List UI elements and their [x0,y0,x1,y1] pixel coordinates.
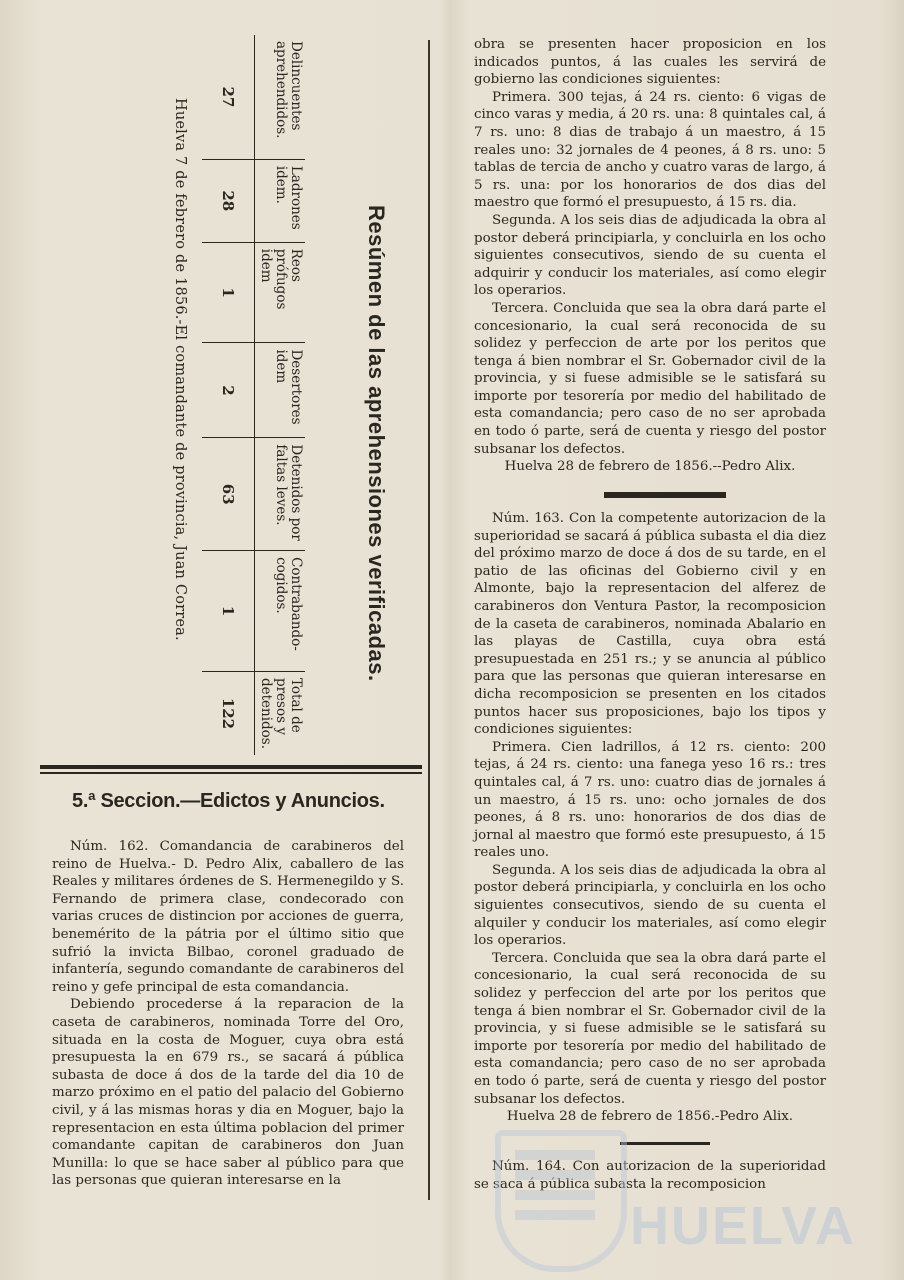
watermark-text: HUELVA [630,1196,856,1256]
right-column-notice-162 [474,36,826,476]
section-rule-thin [40,772,422,774]
summary-title: Resúmen de las aprehensiones verificadas. [364,205,389,682]
val-desertores: 2 [202,343,255,438]
right-column-notice-163 [474,510,826,1126]
col-delincuentes: Delincuentes aprehendidos. [255,35,306,159]
notice-162-segunda: Segunda. A los seis dias de adjudicada la obra al postor deberá principiarla, y concluirla en los ocho siguientes consecutivos, siendo de su cuenta el adquirir y conducir los materiales, así como elegir los operarios. [474,212,826,299]
col-total: Total de presos y detenidos. [255,671,306,755]
col-desertores: Desertores idem [255,343,306,438]
separator-bar-2 [620,1142,710,1145]
val-reos: 1 [202,242,255,343]
column-divider [428,40,430,1200]
notice-162-body: Debiendo procederse á la reparacion de la caseta de carabineros, nominada Torre del Oro, situada en la costa de Moguer, cuya obra está presupuesta la en 679 rs., se sacará á pública subasta de doce á dos de la tarde del dia 10 de marzo próximo en el patio del palacio del Gobierno civil, y á las mismas horas y dia en Moguer, bajo la representacion en esta última poblacion del primer comandante capitan de carabineros don Juan Munilla: lo que se hace saber al público para que las personas que quieran interesarse en la [52,997,404,1189]
notice-163-primera: Primera. Cien ladrillos, á 12 rs. ciento: 200 tejas, á 24 rs. ciento: una fanega yeso 16 rs.: tres quintales cal, á 7 rs. uno: cuatro dias de jornales á un maestro, á 15 rs. uno: ocho jornales de dos peones, á 8 rs. uno: honorarios de dos dias de jornal al maestro que formó este presupuesto, á 15 reales uno. [474,739,826,861]
col-contrabando: Contrabando- cogidos. [255,551,306,672]
section-rule-top [40,765,422,769]
val-detenidos: 63 [202,438,255,551]
val-delincuentes: 27 [202,35,255,159]
summary-footer: Huelva 7 de febrero de 1856.-El comandante de provincia, Juan Correa. [172,98,188,641]
col-reos: Reos prófugos idem [255,242,306,343]
val-ladrones: 28 [202,159,255,242]
notice-162-cont: obra se presenten hacer proposicion en los indicados puntos, á las cuales les servirá de gobierno las condiciones siguientes: [474,37,826,88]
signature-2: Huelva 28 de febrero de 1856.-Pedro Alix. [506,1109,794,1125]
notice-162-primera: Primera. 300 tejas, á 24 rs. ciento: 6 vigas de cinco varas y media, á 20 rs. una: 8 quintales cal, á 7 rs. uno: 8 dias de trabajo á un maestro, á 15 reales uno: 32 jornales de 4 peones, á 8 rs. uno: 5 tablas de tercia de ancho y cuatro varas de largo, á 5 rs. una: por los honorarios de dos dias del maestro que formó el presupuesto, á 15 rs. dia. [474,89,826,211]
left-column-text [52,838,404,1190]
col-ladrones: Ladrones idem. [255,159,306,242]
notice-162-heading: Núm. 162. Comandancia de carabineros del reino de Huelva.- D. Pedro Alix, caballero de las Reales y militares órdenes de S. Hermenegildo y S. Fernando de primera clase, condecorado con varias cruces de distincion por acciones de guerra, benemérito de la pátria por el último sitio que sufrió la invicta Bilbao, coronel graduado de infantería, segundo comandante de carabineros del reino y gefe principal de esta comandancia. [52,839,404,995]
notice-163-heading: Núm. 163. Con la competente autorizacion de la superioridad se sacará á pública subasta el dia diez del próximo marzo de doce á dos de su tarde, en el patio de las oficinas del Gobierno civil y en Almonte, bajo la representacion del alferez de carabineros don Ventura Pastor, la recomposicion de la caseta de carabineros, nominada Abalario en las playas de Castilla, cuya obra está presupuestada en 251 rs.; y se anuncia al público para que las personas que quieran interesarse en dicha recomposicion se presenten en los citados puntos hacer sus proposiciones, bajo los tipos y condiciones siguientes: [474,511,826,738]
summary-table-block [150,30,395,760]
signature-1: Huelva 28 de febrero de 1856.--Pedro Alix. [504,459,796,475]
notice-162-tercera: Tercera. Concluida que sea la obra dará parte el concesionario, la cual será reconocida de su solidez y perfeccion de arte por los peritos que tenga á bien nombrar el Sr. Gobernador civil de la provincia, y si fuese admisible se le satisfará su importe por tesorería por medio del habilitado de esta comandancia; pero caso de no ser aprobada en todo ó parte, será de cuenta y riesgo del postor subsanar los defectos. [474,300,826,457]
notice-164-heading: Núm. 164. Con autorizacion de la superioridad se saca á pública subasta la recomposicion [474,1159,826,1192]
summary-table [202,35,305,755]
separator-bar-1 [604,492,726,498]
val-total: 122 [219,697,238,730]
watermark-stripes [515,1150,595,1160]
col-detenidos: Detenidos por faltas leves. [255,438,306,551]
notice-163-segunda: Segunda. A los seis dias de adjudicada la obra al postor deberá principiarla, y concluirla en los ocho siguientes consecutivos, siendo de su cuenta el alquiler y conducir los materiales, así como elegir los operarios. [474,862,826,949]
section-title: 5.ª Seccion.—Edictos y Anuncios. [72,790,385,812]
notice-163-tercera: Tercera. Concluida que sea la obra dará parte el concesionario, la cual será reconocida de su solidez y perfeccion del arte por los peritos que tenga á bien nombrar el Sr. Gobernador civil de la provincia, y si fuese admisible se le satisfará su importe por tesorería por medio del habilitado de esta comandancia; pero caso de no ser aprobada en todo ó parte, será de cuenta y riesgo del postor subsanar los defectos. [474,950,826,1107]
val-contrabando: 1 [202,551,255,672]
